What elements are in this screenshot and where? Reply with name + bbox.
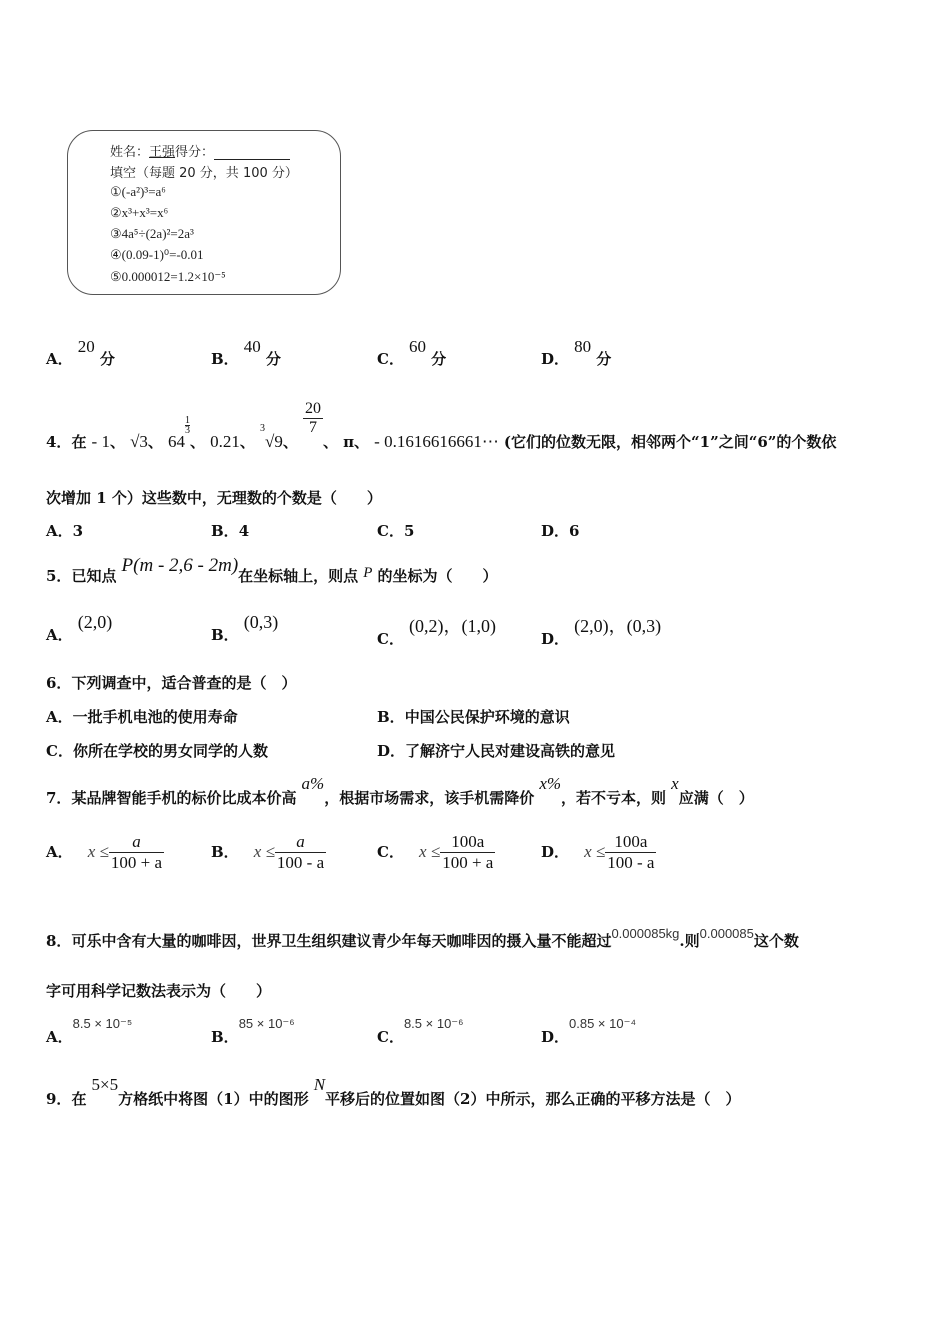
q7-option-a[interactable]: A． x ≤ $\frac{a}{100 + a}$ <box>46 832 163 872</box>
q7-option-c[interactable]: C． x ≤ $\frac{100a}{100 + a}$ <box>377 832 494 872</box>
card-item-2: ②x³+x³=x⁶ <box>110 205 169 220</box>
q9-stem: 9．在 5×5方格纸中将图（1）中的图形 N平移后的位置如图（2）中所示，那么正确的平移方法是（ ） <box>46 1075 741 1108</box>
q6-option-c[interactable]: C．你所在学校的男女同学的人数 <box>46 742 268 760</box>
card-instructions: 填空（每题 20 分，共 100 分） <box>110 166 298 181</box>
q3-option-c[interactable]: C． 60 分 <box>377 337 447 368</box>
card-item-3: ③4a⁵÷(2a)²=2a³ <box>110 226 194 241</box>
q5-option-d[interactable]: D． (2,0)，(0,3) <box>541 616 662 648</box>
q7-option-d[interactable]: D． x ≤ $\frac{100a}{100 - a}$ <box>541 832 655 872</box>
score-card-image <box>67 130 341 295</box>
q5-option-c[interactable]: C． (0,2)，(1,0) <box>377 616 497 648</box>
q6-option-b[interactable]: B．中国公民保护环境的意识 <box>377 708 570 726</box>
q7-stem: 7．某品牌智能手机的标价比成本价高 a%，根据市场需求，该手机需降价 x%，若不亏本，则 x应满（ ） <box>46 774 754 807</box>
card-name-line: 姓名：王强得分： <box>110 141 290 160</box>
q4-option-c[interactable]: C．5 <box>377 522 415 540</box>
q6-stem: 6．下列调查中，适合普查的是（ ） <box>46 674 297 692</box>
card-item-4: ④(0.09-1)⁰=-0.01 <box>110 247 204 262</box>
q8-option-a[interactable]: A．8.5 × 10⁻⁵ <box>46 1016 133 1046</box>
q3-option-d[interactable]: D． 80 分 <box>541 337 612 368</box>
q7-option-b[interactable]: B． x ≤ $\frac{a}{100 - a}$ <box>211 832 325 872</box>
q8-option-c[interactable]: C．8.5 × 10⁻⁶ <box>377 1016 464 1046</box>
q3-option-b[interactable]: B． 40 分 <box>211 337 281 368</box>
q8-stem-line2: 字可用科学记数法表示为（ ） <box>46 982 272 1000</box>
card-item-5: ⑤0.000012=1.2×10⁻⁵ <box>110 269 226 284</box>
q8-option-b[interactable]: B．85 × 10⁻⁶ <box>211 1016 295 1046</box>
q4-stem-line2: 次增加 1 个）这些数中，无理数的个数是（ ） <box>46 489 382 507</box>
q6-option-d[interactable]: D．了解济宁人民对建设高铁的意见 <box>377 742 616 760</box>
q4-option-a[interactable]: A．3 <box>46 522 84 540</box>
q4-option-d[interactable]: D．6 <box>541 522 580 540</box>
q5-stem: 5．已知点 P(m - 2,6 - 2m)在坐标轴上，则点 P 的坐标为（ ） <box>46 555 498 585</box>
q8-stem: 8．可乐中含有大量的咖啡因，世界卫生组织建议青少年每天咖啡因的摄入量不能超过0.000085kg.则0.000085这个数 <box>46 926 799 950</box>
q4-option-b[interactable]: B．4 <box>211 522 250 540</box>
q8-option-d[interactable]: D．0.85 × 10⁻⁴ <box>541 1016 637 1046</box>
q5-option-a[interactable]: A． (2,0) <box>46 612 113 644</box>
q6-option-a[interactable]: A．一批手机电池的使用寿命 <box>46 708 238 726</box>
q3-option-a[interactable]: A． 20 分 <box>46 337 115 368</box>
q5-option-b[interactable]: B． (0,3) <box>211 612 279 644</box>
card-item-1: ①(-a²)³=a⁶ <box>110 184 166 199</box>
q4-stem: 4．在 - 1、 √3、 64 $\frac{1}{3}$ 、 0.21、 $^3$√9、 $\frac{20}{7}$ 、 π、 - 0.1616616661⋯ (它们的位数无限，相邻两个“1”之间“6”的个数依 <box>46 400 837 451</box>
